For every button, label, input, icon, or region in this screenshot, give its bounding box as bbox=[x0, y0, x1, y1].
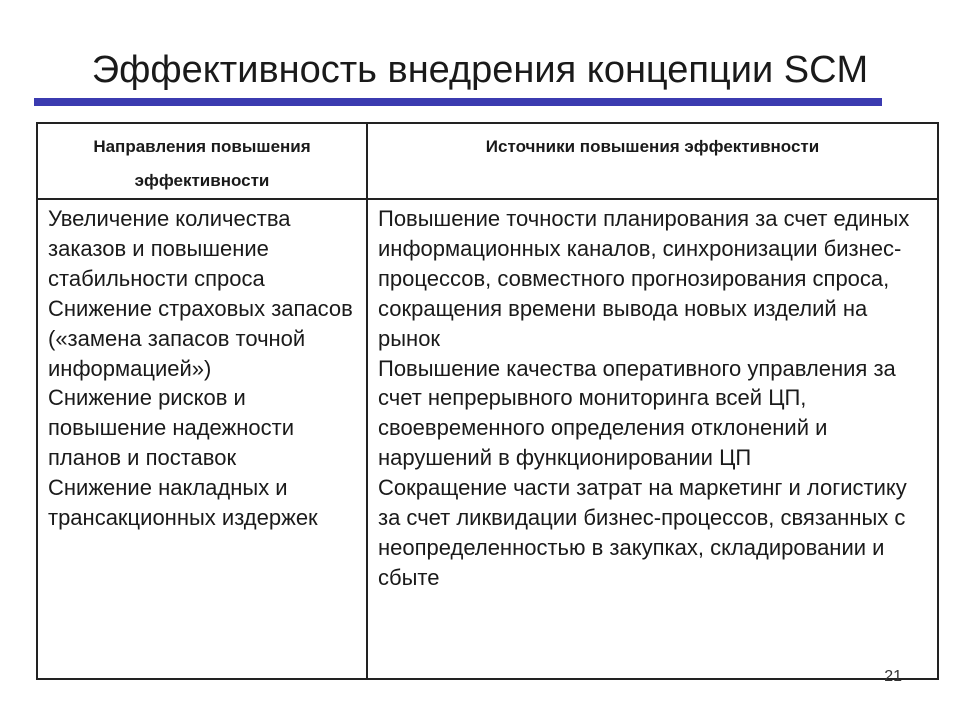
direction-item: Снижение накладных и трансакционных издержек bbox=[48, 475, 318, 531]
slide-title: Эффективность внедрения концепции SCM bbox=[91, 49, 869, 91]
page-number: 21 bbox=[884, 668, 902, 685]
source-item: Повышение качества оперативного управления за счет непрерывного мониторинга всей ЦП, своевременного определения отклонений и нарушений в функционировании ЦП bbox=[378, 355, 896, 471]
directions-cell bbox=[38, 200, 368, 678]
direction-item: Увеличение количества заказов и повышение стабильности спроса bbox=[48, 206, 291, 291]
title-underline bbox=[34, 98, 882, 106]
header-sources: Источники повышения эффективности bbox=[485, 137, 820, 156]
efficiency-table bbox=[36, 122, 939, 680]
direction-item: Снижение страховых запасов («замена запасов точной информацией») bbox=[48, 295, 353, 381]
direction-item: Снижение рисков и повышение надежности планов и поставок bbox=[48, 385, 294, 471]
table-header-row bbox=[38, 124, 937, 200]
header-directions: Направления повышения эффективности bbox=[38, 124, 368, 198]
sources-cell bbox=[368, 200, 937, 678]
source-item: Повышение точности планирования за счет единых информационных каналов, синхронизации бизнес-процессов, совместного прогнозирования спроса, сокращения времени вывода новых изделий на рынок bbox=[378, 206, 910, 351]
table-body-row bbox=[38, 200, 937, 678]
source-item: Сокращение части затрат на маркетинг и логистику за счет ликвидации бизнес-процессов, связанных с неопределенностью в закупках, складировании и сбыте bbox=[378, 475, 907, 590]
